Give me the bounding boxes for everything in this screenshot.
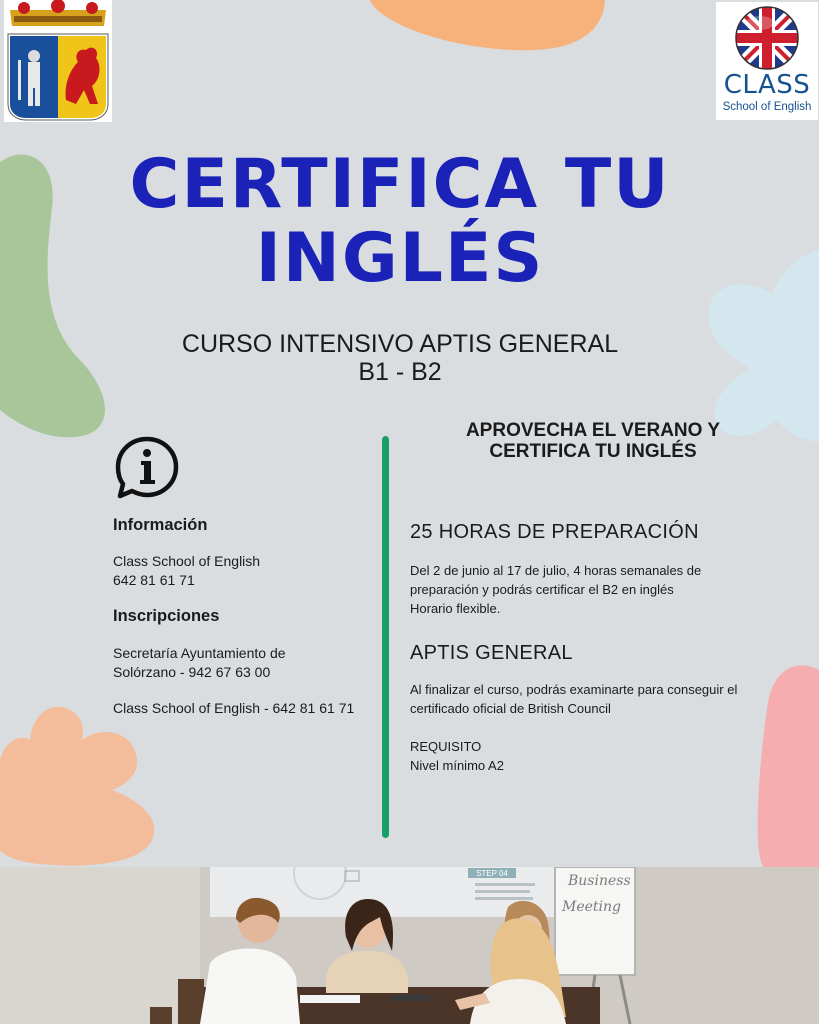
course-name: CURSO INTENSIVO APTIS GENERAL [181,330,619,358]
hours-heading: 25 HORAS DE PREPARACIÓN [410,521,699,543]
hours-line-2: preparación y podrás certificar el B2 en inglés [410,582,674,597]
uk-flag-icon [734,5,800,71]
whiteboard-line-1: Business [568,873,631,889]
whiteboard-line-2: Meeting [562,899,621,915]
inscripciones-line-3: Class School of English - 642 81 61 71 [113,700,355,716]
step-label: STEP 04 [476,869,508,878]
peach-blob [0,700,160,868]
hours-line-3: Horario flexible. [410,601,501,616]
inscripciones-line-2: Solórzano - 942 67 63 00 [113,664,271,680]
info-heading: Información [113,516,208,534]
info-school: Class School of English [113,553,261,569]
promo-title-line-1: APROVECHA EL VERANO Y [465,420,721,441]
aptis-line-2: certificado oficial de British Council [410,701,611,716]
hours-line-1: Del 2 de junio al 17 de julio, 4 horas semanales de [410,563,702,578]
title-line-1: CERTIFICA TU [129,145,671,224]
info-bubble-icon [114,435,180,499]
school-logo-subtitle: School of English [722,101,812,113]
info-phone: 642 81 61 71 [113,572,195,588]
promo-title [440,420,746,462]
title-line-2: INGLÉS [255,219,545,298]
requisito-label: REQUISITO [410,739,482,754]
class-school-logo [716,2,818,120]
classroom-illustration [0,867,819,1024]
course-subtitle [100,330,700,386]
aptis-heading: APTIS GENERAL [410,642,573,664]
inscripciones-heading: Inscripciones [113,607,220,625]
orange-blob [360,0,610,52]
classroom-photo [0,867,819,1024]
course-levels: B1 - B2 [358,358,442,386]
page-title [60,145,740,298]
contact-section [113,516,378,718]
inscripciones-line-1: Secretaría Ayuntamiento de [113,645,286,661]
coat-of-arms-logo [4,0,112,122]
vertical-divider [382,436,389,838]
promo-title-line-2: CERTIFICA TU INGLÉS [489,441,697,462]
aptis-line-1: Al finalizar el curso, podrás examinarte para conseguir el [410,682,738,697]
requisito-value: Nivel mínimo A2 [410,758,504,773]
school-logo-name: CLASS [723,70,811,100]
course-details [410,521,770,775]
